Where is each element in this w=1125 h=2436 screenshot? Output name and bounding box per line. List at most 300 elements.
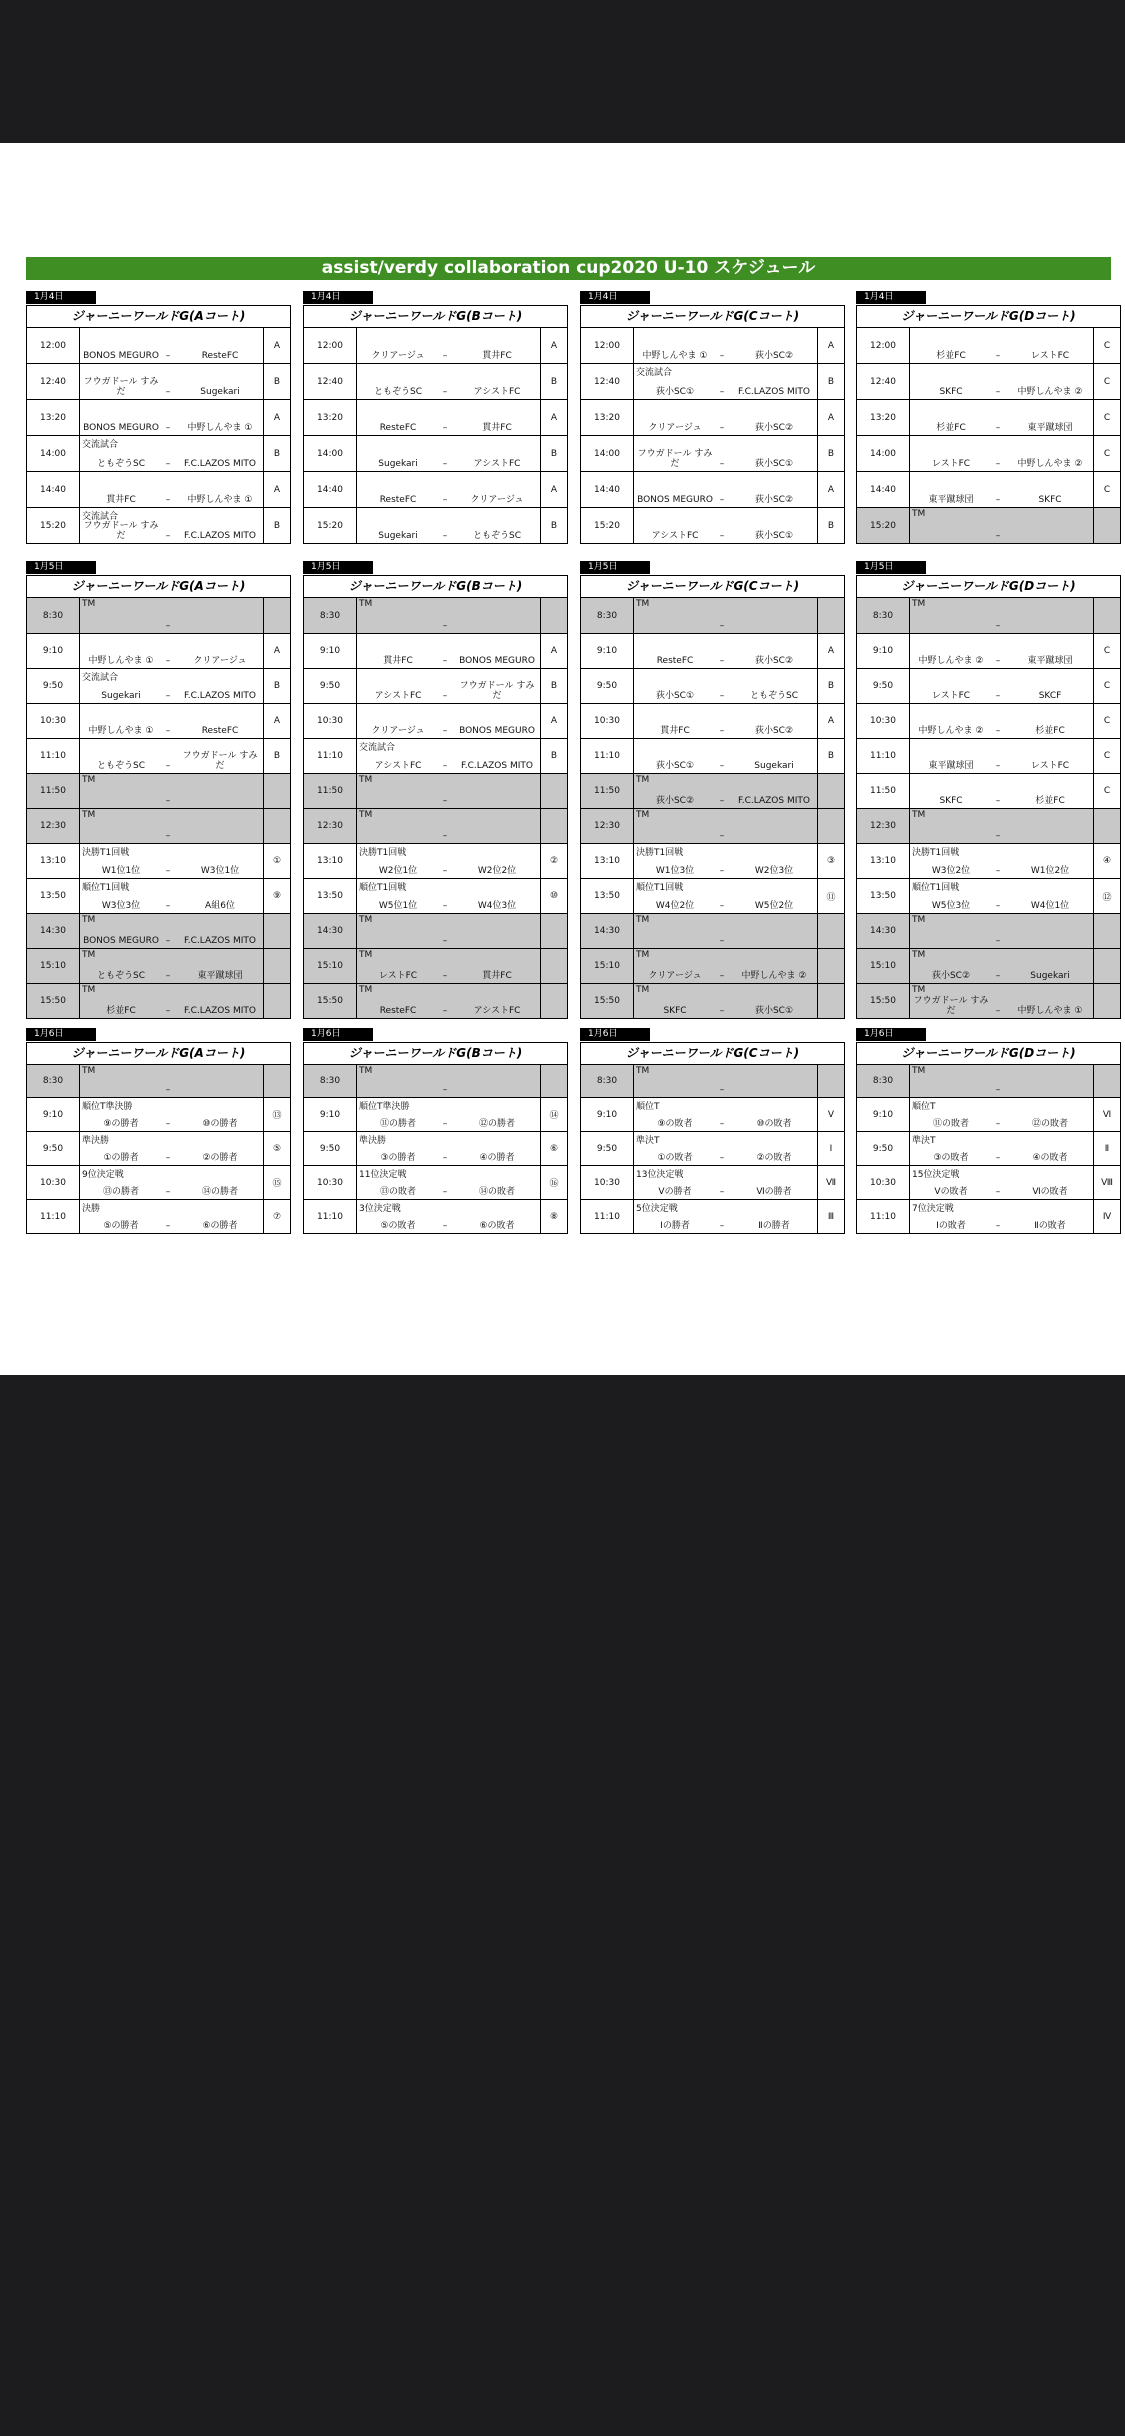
match-note: TM [636, 775, 650, 785]
match-time: 11:10 [857, 739, 910, 773]
match-note: 13位決定戦 [636, 1170, 684, 1180]
group-code: B [263, 739, 290, 773]
versus-dash: – [165, 761, 171, 771]
match-time: 8:30 [27, 1065, 80, 1097]
match-row [303, 436, 568, 472]
home-team: フウガドール すみだ [83, 377, 159, 397]
away-team: 中野しんやま ② [1017, 387, 1083, 397]
match-time: 9:10 [27, 634, 80, 668]
match-note: TM [359, 985, 373, 995]
versus-dash: – [442, 691, 448, 701]
away-team: F.C.LAZOS MITO [184, 691, 256, 701]
group-code: B [540, 508, 567, 543]
versus-dash: – [442, 796, 448, 806]
home-team: W5位1位 [378, 901, 418, 911]
group-code: A [817, 400, 844, 435]
versus-dash: – [995, 656, 1001, 666]
versus-dash: – [995, 901, 1001, 911]
match-time: 14:30 [581, 914, 634, 948]
away-team: 荻小SC② [754, 726, 794, 736]
match-row [856, 364, 1121, 400]
versus-dash: – [165, 1221, 171, 1231]
versus-dash: – [995, 726, 1001, 736]
home-team: クリアージュ [371, 726, 425, 736]
away-team: F.C.LAZOS MITO [184, 459, 256, 469]
group-code [817, 984, 844, 1018]
away-team: F.C.LAZOS MITO [738, 387, 810, 397]
group-code: ⑦ [263, 1200, 290, 1233]
group-code: B [263, 364, 290, 399]
home-team: Ⅴの敗者 [934, 1187, 968, 1197]
match-time: 14:00 [857, 436, 910, 471]
away-team: 荻小SC① [754, 531, 794, 541]
match-note: TM [636, 950, 650, 960]
versus-dash: – [165, 866, 171, 876]
group-code: ⑧ [540, 1200, 567, 1233]
versus-dash: – [165, 1006, 171, 1016]
group-code: A [817, 328, 844, 363]
group-code [1093, 598, 1120, 633]
home-team: 杉並FC [936, 351, 966, 361]
match-time: 13:10 [304, 844, 357, 878]
match-time: 10:30 [857, 1166, 910, 1199]
away-team: Ⅵの敗者 [1032, 1187, 1068, 1197]
away-team: W2位2位 [477, 866, 517, 876]
group-code: C [1093, 739, 1120, 773]
home-team: ①の敗者 [657, 1153, 693, 1163]
away-team: クリアージュ [470, 495, 524, 505]
versus-dash: – [995, 459, 1001, 469]
date-label: 1月4日 [580, 291, 650, 304]
group-code: ⑥ [540, 1132, 567, 1165]
home-team: ⑬の勝者 [102, 1187, 139, 1197]
group-code: A [540, 704, 567, 738]
match-time: 10:30 [304, 1166, 357, 1199]
away-team: ともぞうSC [473, 531, 521, 541]
group-code: Ⅳ [1093, 1200, 1120, 1233]
match-time: 15:50 [27, 984, 80, 1018]
match-note: 決勝T1回戦 [912, 848, 960, 858]
match-row [580, 984, 845, 1019]
match-rows [580, 598, 845, 1019]
group-code: A [540, 400, 567, 435]
group-code [263, 598, 290, 633]
match-time: 12:40 [857, 364, 910, 399]
match-time: 12:00 [857, 328, 910, 363]
away-team: 貫井FC [482, 351, 512, 361]
away-team: 中野しんやま ① [187, 495, 253, 505]
group-code [817, 949, 844, 983]
home-team: Ⅴの勝者 [658, 1187, 692, 1197]
match-rows [856, 328, 1121, 544]
match-row [856, 739, 1121, 774]
match-row [26, 809, 291, 844]
versus-dash: – [719, 423, 725, 433]
home-team: W1位1位 [101, 866, 141, 876]
match-time: 9:50 [27, 1132, 80, 1165]
home-team: 貫井FC [383, 656, 413, 666]
home-team: レストFC [931, 691, 971, 701]
group-code [540, 984, 567, 1018]
match-time: 14:30 [857, 914, 910, 948]
match-note: TM [912, 810, 926, 820]
match-rows [856, 598, 1121, 1019]
match-row [856, 1200, 1121, 1234]
match-row [26, 436, 291, 472]
match-rows [26, 1065, 291, 1234]
match-note: TM [636, 1066, 650, 1076]
home-team: 荻小SC① [655, 387, 695, 397]
match-row [303, 328, 568, 364]
away-team: Sugekari [754, 761, 794, 771]
home-team: ⑤の敗者 [380, 1221, 416, 1231]
match-time: 10:30 [581, 1166, 634, 1199]
home-team: W2位1位 [378, 866, 418, 876]
home-team: ResteFC [379, 423, 417, 433]
home-team: ⑨の勝者 [103, 1119, 139, 1129]
group-code: ⑨ [263, 879, 290, 913]
versus-dash: – [995, 866, 1001, 876]
match-time: 12:30 [304, 809, 357, 843]
match-row [303, 472, 568, 508]
match-time: 12:30 [857, 809, 910, 843]
home-team: 荻小SC① [655, 761, 695, 771]
away-team: 東平蹴球団 [1027, 656, 1073, 666]
match-time: 11:50 [857, 774, 910, 808]
versus-dash: – [165, 351, 171, 361]
match-time: 9:50 [857, 669, 910, 703]
away-team: ②の敗者 [756, 1153, 792, 1163]
group-code [1093, 809, 1120, 843]
match-note: TM [82, 810, 96, 820]
date-label: 1月5日 [303, 561, 373, 574]
versus-dash: – [165, 531, 171, 541]
match-time: 12:00 [581, 328, 634, 363]
match-time: 9:50 [581, 669, 634, 703]
away-team: ④の勝者 [479, 1153, 515, 1163]
home-team: クリアージュ [648, 423, 702, 433]
group-code: Ⅰ [817, 1132, 844, 1165]
away-team: Sugekari [1030, 971, 1070, 981]
away-team: ResteFC [201, 726, 239, 736]
group-code: A [540, 328, 567, 363]
away-team: 荻小SC① [754, 459, 794, 469]
match-time: 13:10 [27, 844, 80, 878]
home-team: 貫井FC [660, 726, 690, 736]
match-time: 14:30 [27, 914, 80, 948]
match-time: 11:10 [857, 1200, 910, 1233]
versus-dash: – [165, 691, 171, 701]
match-row [580, 879, 845, 914]
match-note: 交流試合 [359, 743, 396, 753]
match-time: 8:30 [857, 598, 910, 633]
match-row [303, 914, 568, 949]
match-row [856, 1098, 1121, 1132]
match-time: 12:30 [581, 809, 634, 843]
group-code: Ⅲ [817, 1200, 844, 1233]
match-row [303, 809, 568, 844]
home-team: レストFC [931, 459, 971, 469]
versus-dash: – [165, 656, 171, 666]
match-row [303, 704, 568, 739]
home-team: 東平蹴球団 [928, 495, 974, 505]
away-team: A組6位 [205, 901, 235, 911]
match-time: 13:50 [27, 879, 80, 913]
versus-dash: – [442, 726, 448, 736]
match-note: 準決T [636, 1136, 660, 1146]
versus-dash: – [719, 531, 725, 541]
match-note: 9位決定戦 [82, 1170, 124, 1180]
away-team: 中野しんやま ① [187, 423, 253, 433]
away-team: W4位3位 [477, 901, 517, 911]
group-code: A [263, 634, 290, 668]
away-team: W2位3位 [754, 866, 794, 876]
away-team: W5位2位 [754, 901, 794, 911]
match-note: TM [82, 599, 96, 609]
match-rows [856, 1065, 1121, 1234]
home-team: SKFC [939, 796, 963, 806]
away-team: ⑥の勝者 [202, 1221, 238, 1231]
group-code: B [540, 739, 567, 773]
home-team: 荻小SC① [655, 691, 695, 701]
match-time: 11:10 [581, 739, 634, 773]
match-time: 9:10 [27, 1098, 80, 1131]
match-row [303, 1065, 568, 1098]
match-note: TM [636, 599, 650, 609]
match-note: 準決勝 [359, 1136, 387, 1146]
group-code: ⑩ [540, 879, 567, 913]
date-label: 1月5日 [26, 561, 96, 574]
away-team: Ⅵの勝者 [756, 1187, 792, 1197]
versus-dash: – [995, 761, 1001, 771]
versus-dash: – [995, 621, 1001, 631]
home-team: ③の敗者 [933, 1153, 969, 1163]
match-time: 15:10 [857, 949, 910, 983]
match-note: 交流試合 [82, 440, 119, 450]
match-row [580, 634, 845, 669]
match-note: TM [359, 950, 373, 960]
versus-dash: – [442, 831, 448, 841]
group-code: A [263, 400, 290, 435]
away-team: W4位1位 [1030, 901, 1070, 911]
home-team: BONOS MEGURO [83, 936, 159, 946]
versus-dash: – [719, 351, 725, 361]
away-team: 中野しんやま ② [1017, 459, 1083, 469]
versus-dash: – [995, 1006, 1001, 1016]
home-team: ⑨の敗者 [657, 1119, 693, 1129]
group-code: A [540, 634, 567, 668]
home-team: レストFC [378, 971, 418, 981]
match-note: TM [359, 810, 373, 820]
match-time: 13:20 [304, 400, 357, 435]
home-team: 東平蹴球団 [928, 761, 974, 771]
versus-dash: – [995, 1153, 1001, 1163]
match-note: 交流試合 [82, 673, 119, 683]
group-code: C [1093, 436, 1120, 471]
home-team: クリアージュ [371, 351, 425, 361]
away-team: F.C.LAZOS MITO [184, 531, 256, 541]
group-code: B [263, 669, 290, 703]
match-time: 8:30 [581, 598, 634, 633]
match-time: 12:30 [27, 809, 80, 843]
group-code: C [1093, 328, 1120, 363]
match-row [580, 1098, 845, 1132]
match-time: 14:00 [304, 436, 357, 471]
away-team: アシストFC [473, 1006, 521, 1016]
match-time: 13:20 [581, 400, 634, 435]
match-row [26, 1098, 291, 1132]
date-label: 1月4日 [856, 291, 926, 304]
match-note: 11位決定戦 [359, 1170, 407, 1180]
versus-dash: – [165, 495, 171, 505]
group-code: B [540, 364, 567, 399]
match-rows [303, 328, 568, 544]
court-title: ジャーニーワールドG(Aコート) [26, 1042, 291, 1065]
group-code: A [263, 704, 290, 738]
versus-dash: – [719, 495, 725, 505]
away-team: ④の敗者 [1032, 1153, 1068, 1163]
away-team: クリアージュ [193, 656, 247, 666]
home-team: Ⅰの勝者 [660, 1221, 690, 1231]
versus-dash: – [719, 656, 725, 666]
versus-dash: – [442, 866, 448, 876]
home-team: 中野しんやま ① [642, 351, 708, 361]
match-row [580, 704, 845, 739]
home-team: 中野しんやま ① [88, 656, 154, 666]
away-team: W3位1位 [200, 866, 240, 876]
court-title: ジャーニーワールドG(Dコート) [856, 1042, 1121, 1065]
home-team: ともぞうSC [374, 387, 422, 397]
match-row [856, 598, 1121, 634]
match-row [856, 704, 1121, 739]
versus-dash: – [995, 1119, 1001, 1129]
date-label: 1月4日 [303, 291, 373, 304]
match-time: 14:40 [304, 472, 357, 507]
home-team: クリアージュ [648, 971, 702, 981]
group-code: ② [540, 844, 567, 878]
match-time: 8:30 [581, 1065, 634, 1097]
home-team: BONOS MEGURO [637, 495, 713, 505]
match-row [303, 669, 568, 704]
match-note: 準決勝 [82, 1136, 110, 1146]
match-row [303, 984, 568, 1019]
match-time: 12:40 [304, 364, 357, 399]
match-note: TM [912, 1066, 926, 1076]
home-team: 中野しんやま ② [918, 656, 984, 666]
away-team: 中野しんやま ② [741, 971, 807, 981]
versus-dash: – [442, 656, 448, 666]
match-row [580, 598, 845, 634]
match-note: TM [82, 985, 96, 995]
court-title: ジャーニーワールドG(Bコート) [303, 1042, 568, 1065]
match-row [580, 1065, 845, 1098]
away-team: Ⅱの敗者 [1034, 1221, 1066, 1231]
versus-dash: – [719, 1153, 725, 1163]
group-code [1093, 508, 1120, 543]
match-time: 9:50 [857, 1132, 910, 1165]
match-row [856, 809, 1121, 844]
match-rows [26, 328, 291, 544]
match-row [856, 328, 1121, 364]
versus-dash: – [442, 901, 448, 911]
away-team: レストFC [1030, 351, 1070, 361]
match-row [856, 984, 1121, 1019]
group-code [263, 1065, 290, 1097]
match-row [580, 1200, 845, 1234]
group-code: A [817, 472, 844, 507]
home-team: Sugekari [378, 459, 418, 469]
versus-dash: – [442, 351, 448, 361]
versus-dash: – [442, 1085, 448, 1095]
home-team: ResteFC [656, 656, 694, 666]
match-note: 順位T [912, 1102, 936, 1112]
match-row [26, 328, 291, 364]
match-note: 順位T1回戦 [359, 883, 407, 893]
date-label: 1月6日 [26, 1028, 96, 1041]
away-team: 荻小SC① [754, 1006, 794, 1016]
away-team: 荻小SC② [754, 423, 794, 433]
match-note: 順位T準決勝 [359, 1102, 410, 1112]
match-note: 順位T1回戦 [82, 883, 130, 893]
match-row [26, 598, 291, 634]
versus-dash: – [442, 1006, 448, 1016]
away-team: 杉並FC [1035, 726, 1065, 736]
group-code [540, 774, 567, 808]
versus-dash: – [995, 495, 1001, 505]
match-row [580, 1132, 845, 1166]
group-code: ⑫ [1093, 879, 1120, 913]
match-note: 3位決定戦 [359, 1204, 401, 1214]
versus-dash: – [165, 1187, 171, 1197]
home-team: 杉並FC [106, 1006, 136, 1016]
away-team: 中野しんやま ① [1017, 1006, 1083, 1016]
match-row [856, 1132, 1121, 1166]
match-note: TM [912, 985, 926, 995]
away-team: ②の勝者 [202, 1153, 238, 1163]
court-title: ジャーニーワールドG(Cコート) [580, 305, 845, 328]
match-time: 9:50 [304, 669, 357, 703]
group-code: ⑭ [540, 1098, 567, 1131]
group-code: ⑬ [263, 1098, 290, 1131]
versus-dash: – [165, 423, 171, 433]
group-code [540, 598, 567, 633]
match-time: 11:10 [581, 1200, 634, 1233]
group-code: B [817, 669, 844, 703]
match-time: 11:10 [27, 1200, 80, 1233]
match-time: 13:50 [304, 879, 357, 913]
match-row [580, 669, 845, 704]
match-note: TM [82, 775, 96, 785]
match-row [303, 508, 568, 544]
home-team: フウガドール すみだ [83, 521, 159, 541]
group-code: ⑯ [540, 1166, 567, 1199]
away-team: フウガドール すみだ [182, 751, 258, 771]
match-row [580, 328, 845, 364]
match-rows [26, 598, 291, 1019]
match-row [303, 949, 568, 984]
match-row [26, 844, 291, 879]
match-row [856, 472, 1121, 508]
group-code [817, 1065, 844, 1097]
match-note: TM [912, 509, 926, 519]
away-team: BONOS MEGURO [459, 726, 535, 736]
match-time: 10:30 [581, 704, 634, 738]
versus-dash: – [165, 901, 171, 911]
versus-dash: – [165, 831, 171, 841]
match-time: 10:30 [304, 704, 357, 738]
match-time: 13:50 [857, 879, 910, 913]
versus-dash: – [719, 621, 725, 631]
